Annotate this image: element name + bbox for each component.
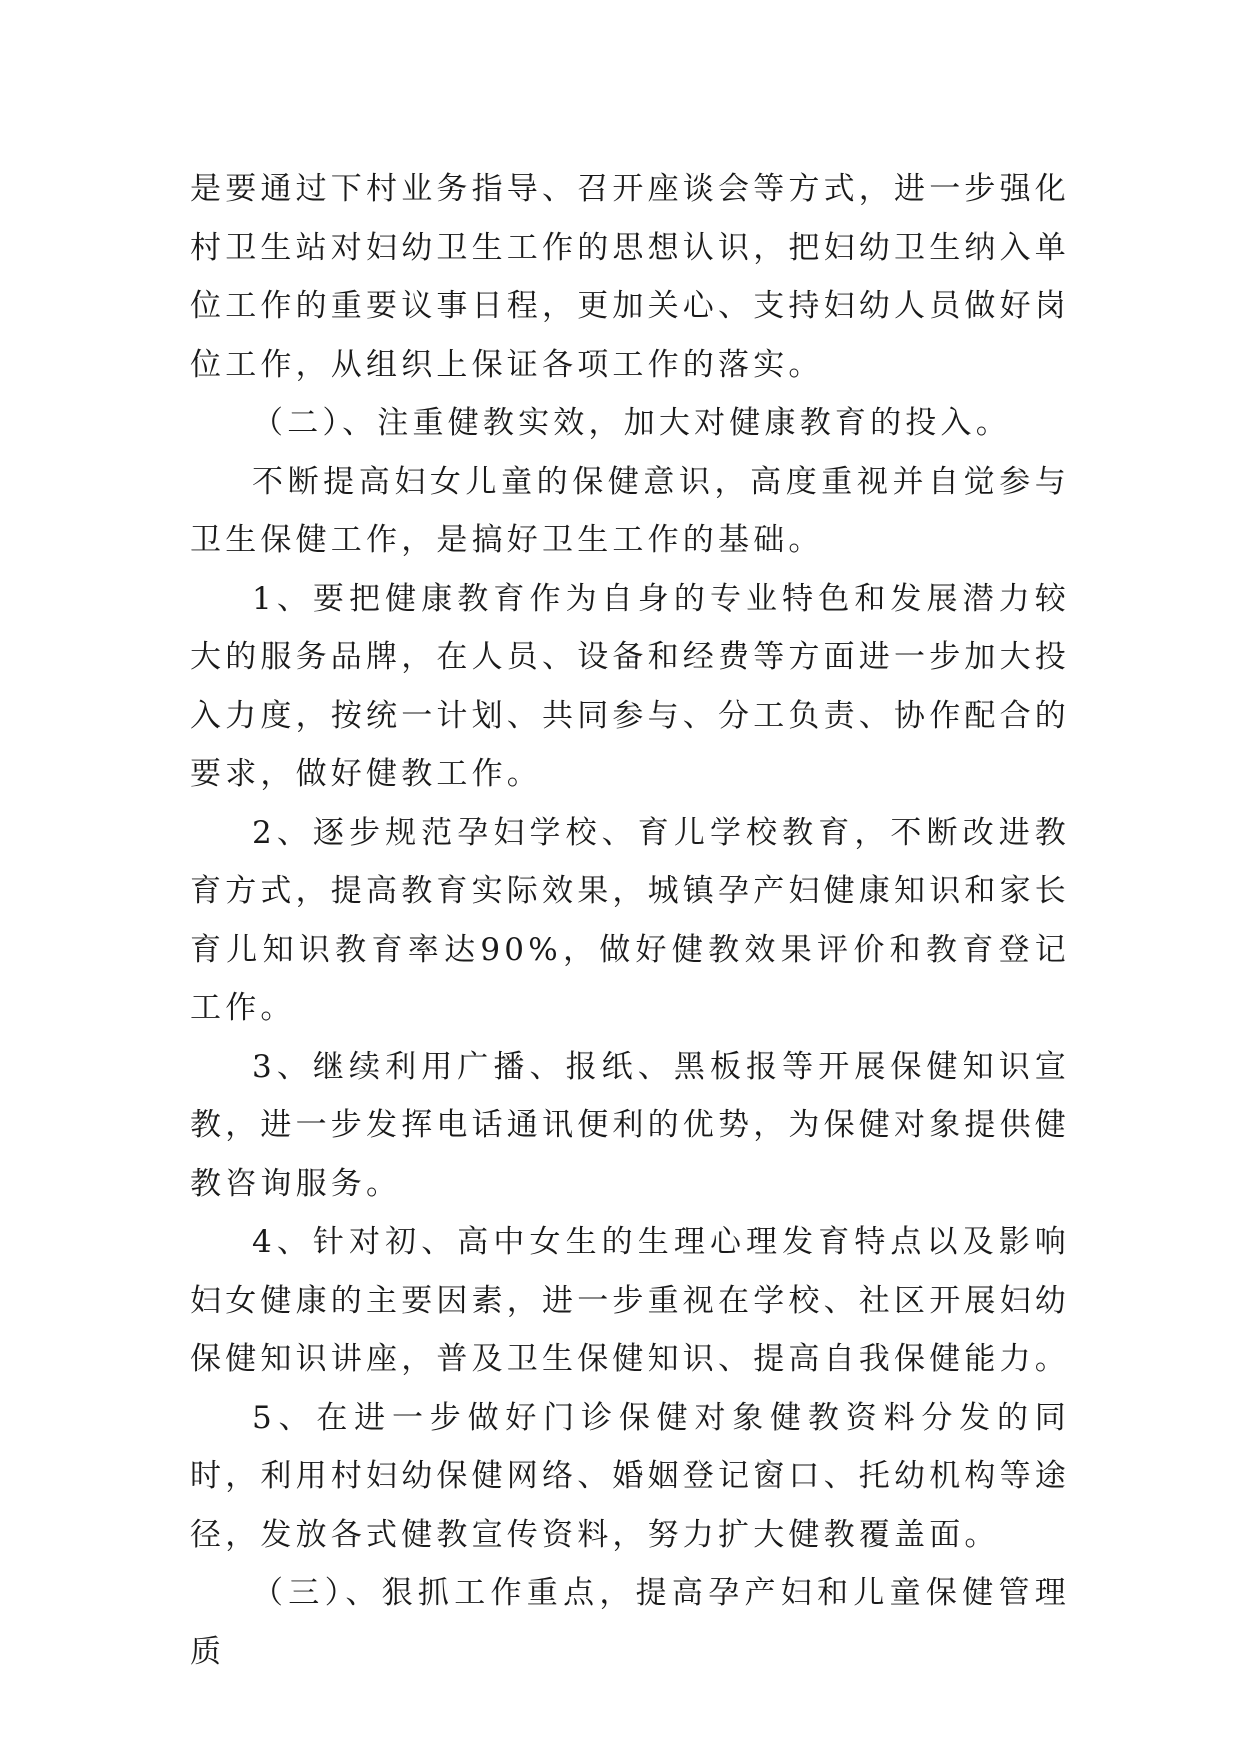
list-item-5: 5、在进一步做好门诊保健对象健教资料分发的同时，利用村妇幼保健网络、婚姻登记窗口、托幼机构等途径，发放各式健教宣传资料，努力扩大健教覆盖面。 [190,1399,1070,1553]
paragraph-continuation: 是要通过下村业务指导、召开座谈会等方式，进一步强化村卫生站对妇幼卫生工作的思想认识，把妇幼卫生纳入单位工作的重要议事日程，更加关心、支持妇幼人员做好岗位工作，从组织上保证各项工作的落实。 [190,171,1070,383]
list-item-2: 2、逐步规范孕妇学校、育儿学校教育，不断改进教育方式，提高教育实际效果，城镇孕产妇健康知识和家长育儿知识教育率达90%，做好健教效果评价和教育登记工作。 [190,814,1070,1026]
list-item-4: 4、针对初、高中女生的生理心理发育特点以及影响妇女健康的主要因素，进一步重视在学校、社区开展妇幼保健知识讲座，普及卫生保健知识、提高自我保健能力。 [190,1224,1070,1377]
document-body [190,160,1070,1681]
list-item-3: 3、继续利用广播、报纸、黑板报等开展保健知识宣教，进一步发挥电话通讯便利的优势，为保健对象提供健教咨询服务。 [190,1048,1070,1202]
list-item-1: 1、要把健康教育作为自身的专业特色和发展潜力较大的服务品牌，在人员、设备和经费等方面进一步加大投入力度，按统一计划、共同参与、分工负责、协作配合的要求，做好健教工作。 [190,580,1070,792]
section-heading-2: （二）、注重健教实效，加大对健康教育的投入。 [252,405,1011,441]
paragraph-intro: 不断提高妇女儿童的保健意识，高度重视并自觉参与卫生保健工作，是搞好卫生工作的基础。 [190,463,1070,558]
section-heading-3: （三）、狠抓工作重点，提高孕产妇和儿童保健管理质 [190,1575,1070,1670]
